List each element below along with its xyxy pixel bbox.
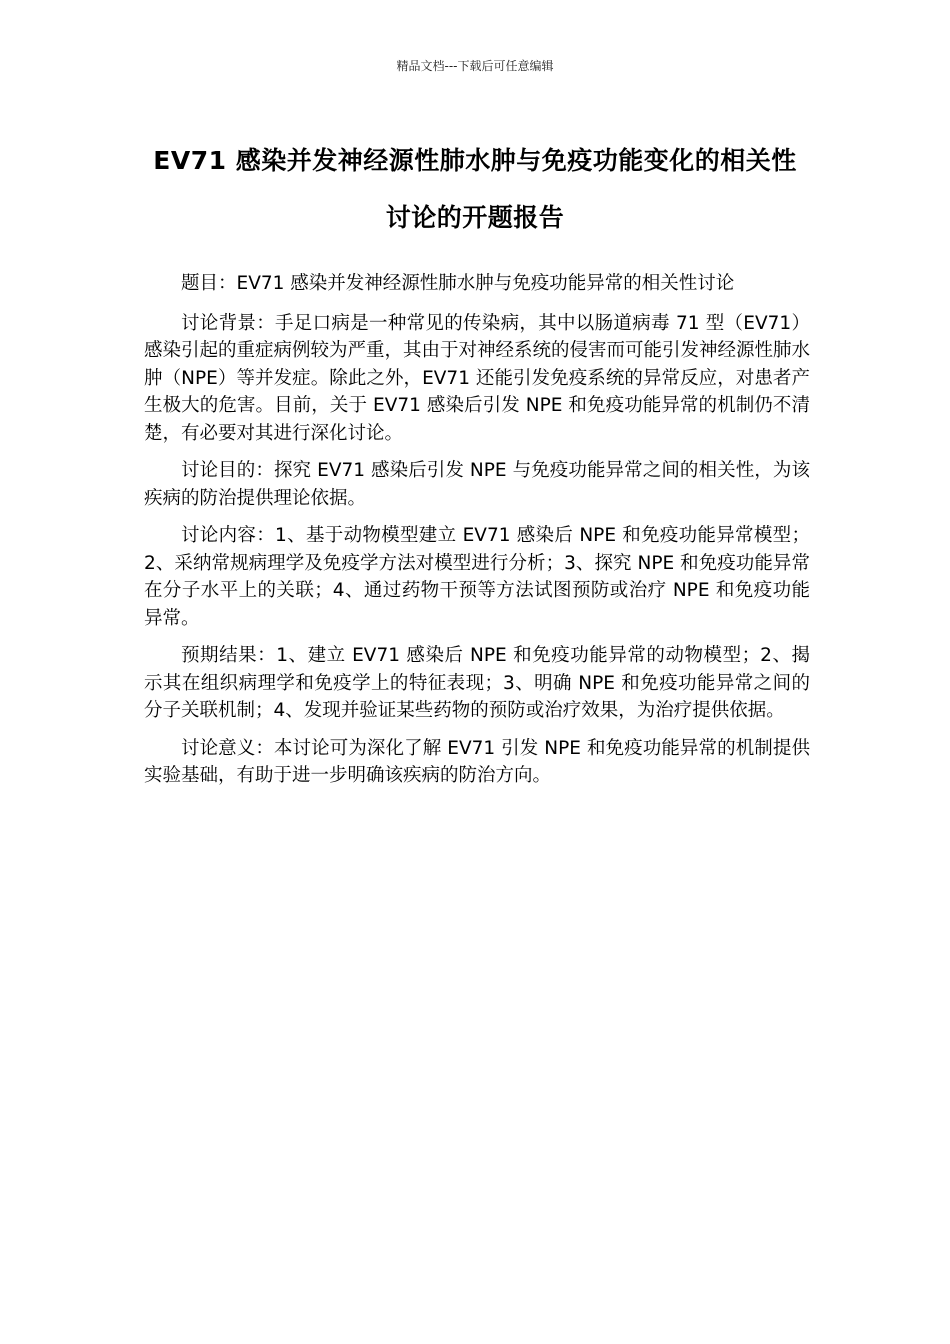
content-paragraph: 讨论内容：1、基于动物模型建立 EV71 感染后 NPE 和免疫功能异常模型；2、采纳常规病理学及免疫学方法对模型进行分析；3、探究 NPE 和免疫功能异常在分子水平上的关联；4、通过药物干预等方法试图预防或治疗 NPE 和免疫功能异常。 [144,525,810,629]
significance-paragraph: 讨论意义：本讨论可为深化了解 EV71 引发 NPE 和免疫功能异常的机制提供实验基础，有助于进一步明确该疾病的防治方向。 [144,737,810,786]
page-header: 精品文档---下载后可任意编辑 [396,59,554,73]
purpose-paragraph: 讨论目的：探究 EV71 感染后引发 NPE 与免疫功能异常之间的相关性，为该疾病的防治提供理论依据。 [144,460,810,509]
topic-paragraph: 题目：EV71 感染并发神经源性肺水肿与免疫功能异常的相关性讨论 [181,273,735,294]
document-title: EV71 感染并发神经源性肺水肿与免疫功能变化的相关性讨论的开题报告 [153,146,797,232]
background-paragraph: 讨论背景：手足口病是一种常见的传染病，其中以肠道病毒 71 型（EV71）感染引起的重症病例较为严重，其由于对神经系统的侵害而可能引发神经源性肺水肿（NPE）等并发症。除此之外，EV71 还能引发免疫系统的异常反应，对患者产生极大的危害。目前，关于 EV71 感染后引发 NPE 和免疫功能异常的机制仍不清楚，有必要对其进行深化讨论。 [144,312,811,444]
document-body [144,270,810,800]
expected-results-paragraph: 预期结果：1、建立 EV71 感染后 NPE 和免疫功能异常的动物模型；2、揭示其在组织病理学和免疫学上的特征表现；3、明确 NPE 和免疫功能异常之间的分子关联机制；4、发现并验证某些药物的预防或治疗效果，为治疗提供依据。 [144,645,810,721]
